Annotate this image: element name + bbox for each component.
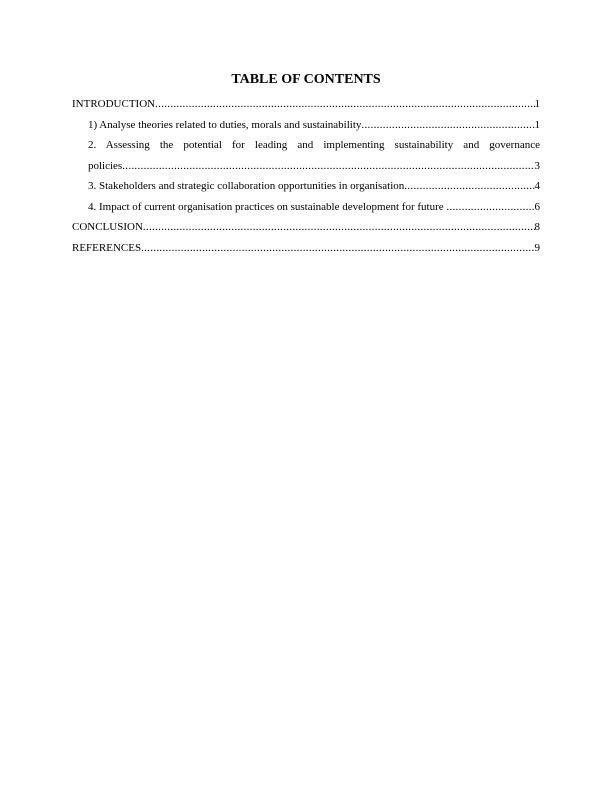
toc-entry-label: 1) Analyse theories related to duties, morals and sustainability <box>88 118 362 131</box>
toc-dot-leader <box>143 217 535 238</box>
toc-page-number: 3 <box>534 159 540 172</box>
toc-dot-leader <box>141 238 534 259</box>
toc-page-number: 4 <box>534 180 540 192</box>
table-of-contents <box>72 94 540 258</box>
toc-entry-section-1[interactable] <box>72 115 540 136</box>
toc-entry-label-line-1: 2. Assessing the potential for leading and implementing sustainability and governance <box>88 139 540 151</box>
toc-entry-section-3[interactable] <box>72 176 540 197</box>
toc-page-number: 8 <box>534 221 540 233</box>
toc-page-number: 9 <box>534 241 540 254</box>
toc-title: TABLE OF CONTENTS <box>231 72 381 87</box>
toc-page-number: 1 <box>534 118 540 131</box>
toc-dot-leader <box>122 156 534 177</box>
toc-entry-label: REFERENCES <box>72 241 142 254</box>
toc-entry-label: 3. Stakeholders and strategic collaboration opportunities in organisation <box>88 180 405 192</box>
toc-entry-section-4[interactable] <box>72 197 540 218</box>
toc-entry-line-2 <box>72 156 540 177</box>
toc-dot-leader <box>446 197 534 218</box>
toc-dot-leader <box>404 176 534 197</box>
toc-page-number: 6 <box>534 200 540 213</box>
toc-entry-label: INTRODUCTION <box>72 98 156 110</box>
toc-entry-label-line-2: policies <box>88 159 123 172</box>
toc-dot-leader <box>155 94 534 115</box>
toc-entry-section-2[interactable] <box>72 135 540 176</box>
toc-entry-introduction[interactable] <box>72 94 540 115</box>
toc-entry-label: CONCLUSION <box>72 221 143 233</box>
toc-entry-conclusion[interactable] <box>72 217 540 238</box>
toc-dot-leader <box>361 115 534 136</box>
toc-entry-label: 4. Impact of current organisation practices on sustainable development for future <box>88 200 447 213</box>
toc-page-number: 1 <box>534 98 540 110</box>
toc-entry-references[interactable] <box>72 238 540 259</box>
